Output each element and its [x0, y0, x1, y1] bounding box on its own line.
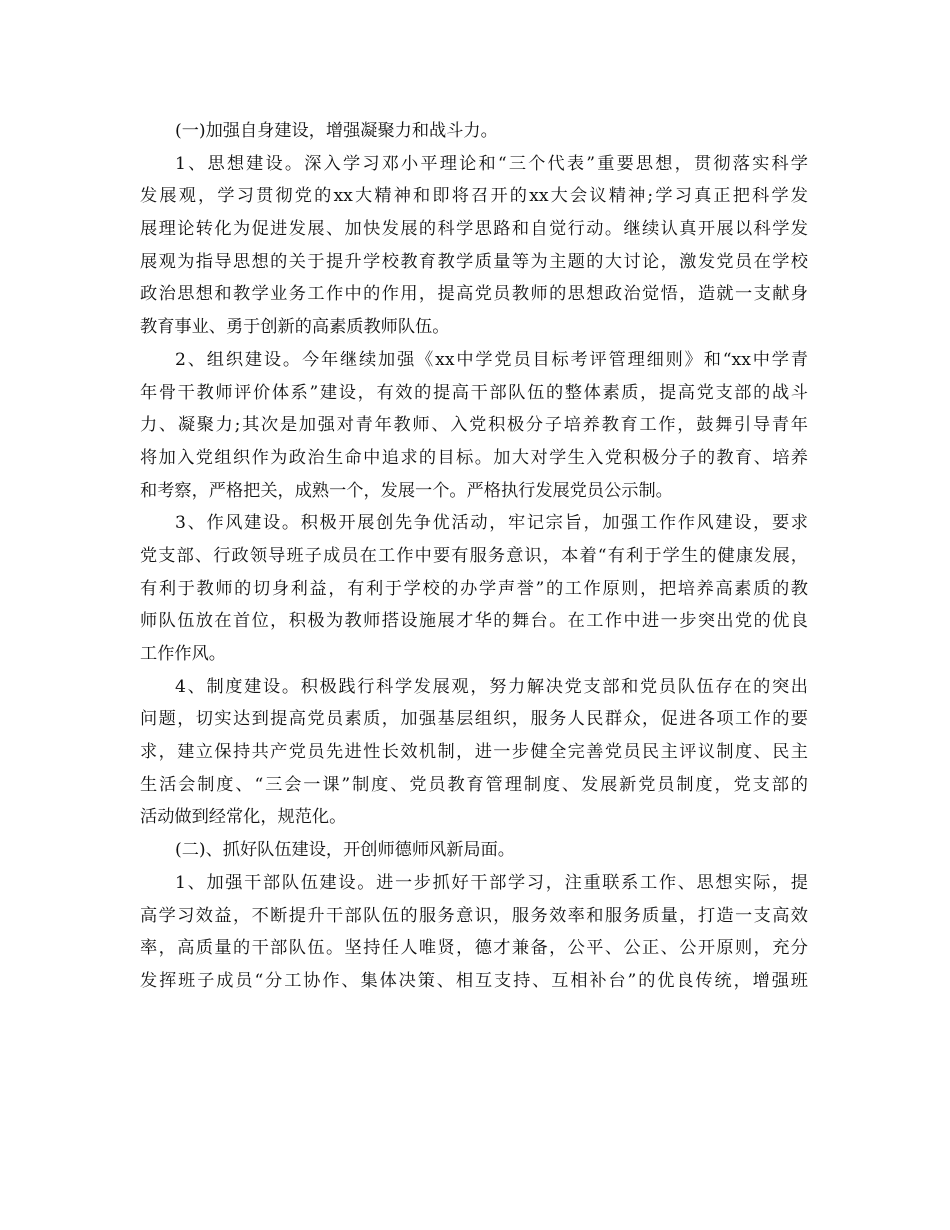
document-body [140, 115, 808, 998]
text-line: 问题，切实达到提高党员素质，加强基层组织，服务人民群众，促进各项工作的要 [140, 709, 808, 730]
text-line: 展观为指导思想的关于提升学校教育教学质量等为主题的大讨论，激发党员在学校 [140, 251, 808, 272]
text-line: 4、制度建设。积极践行科学发展观，努力解决党支部和党员队伍存在的突出 [175, 676, 808, 697]
text-line: 将加入党组织作为政治生命中追求的目标。加大对学生入党积极分子的教育、培养 [140, 447, 808, 468]
text-line: 率，高质量的干部队伍。坚持任人唯贤，德才兼备，公平、公正、公开原则，充分 [140, 938, 808, 959]
text-line: (一)加强自身建设，增强凝聚力和战斗力。 [175, 121, 498, 141]
text-line: 政治思想和教学业务工作中的作用，提高党员教师的思想政治觉悟，造就一支献身 [140, 284, 808, 305]
text-line: 生活会制度、“三会一课”制度、党员教育管理制度、发展新党员制度，党支部的 [140, 774, 808, 795]
text-line: 高学习效益，不断提升干部队伍的服务意识，服务效率和服务质量，打造一支高效 [140, 905, 808, 926]
text-line: (二)、抓好队伍建设，开创师德师风新局面。 [175, 840, 515, 861]
text-line: 师队伍放在首位，积极为教师搭设施展才华的舞台。在工作中进一步突出党的优良 [140, 611, 808, 632]
text-line: 有利于教师的切身利益，有利于学校的办学声誉”的工作原则，把培养高素质的教 [140, 578, 808, 599]
text-line: 展理论转化为促进发展、加快发展的科学思路和自觉行动。继续认真开展以科学发 [140, 219, 808, 240]
text-line: 年骨干教师评价体系”建设，有效的提高干部队伍的整体素质，提高党支部的战斗 [140, 382, 808, 403]
text-line: 2、组织建设。今年继续加强《xx中学党员目标考评管理细则》和“xx中学青 [175, 349, 808, 370]
text-line: 工作作风。 [140, 644, 226, 664]
text-line: 教育事业、勇于创新的高素质教师队伍。 [140, 317, 450, 338]
text-line: 3、作风建设。积极开展创先争优活动，牢记宗旨，加强工作作风建设，要求 [175, 513, 808, 534]
text-line: 求，建立保持共产党员先进性长效机制，进一步健全完善党员民主评议制度、民主 [140, 742, 808, 763]
text-line: 力、凝聚力;其次是加强对青年教师、入党积极分子培养教育工作，鼓舞引导青年 [140, 415, 808, 436]
text-line: 和考察，严格把关，成熟一个，发展一个。严格执行发展党员公示制。 [140, 480, 673, 501]
text-line: 1、思想建设。深入学习邓小平理论和“三个代表”重要思想，贯彻落实科学 [175, 153, 808, 174]
text-line: 1、加强干部队伍建设。进一步抓好干部学习，注重联系工作、思想实际，提 [175, 872, 808, 893]
text-line: 活动做到经常化，规范化。 [140, 807, 347, 828]
text-line: 发展观，学习贯彻党的xx大精神和即将召开的xx大会议精神;学习真正把科学发 [140, 186, 808, 207]
text-line: 党支部、行政领导班子成员在工作中要有服务意识，本着“有利于学生的健康发展， [140, 545, 808, 566]
text-line: 发挥班子成员“分工协作、集体决策、相互支持、互相补台”的优良传统，增强班 [140, 970, 808, 991]
